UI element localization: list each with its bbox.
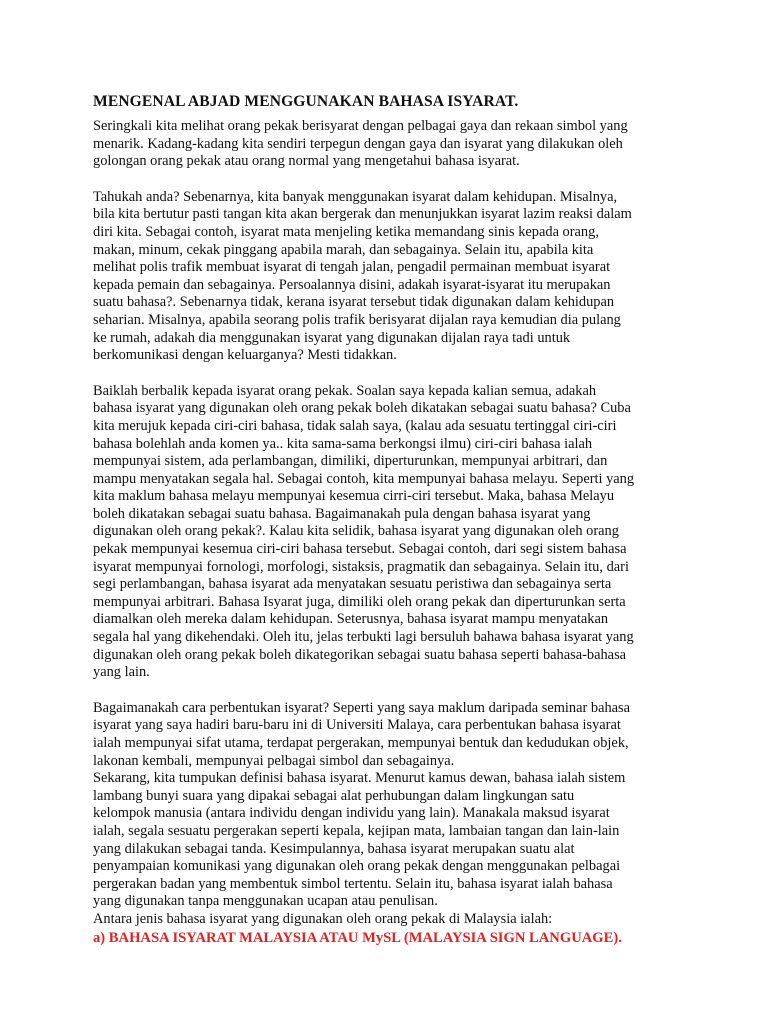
text-line: mempunyai arbitrari. Bahasa Isyarat juga, dimiliki oleh orang pekak dan diperturunkan serta xyxy=(93,593,626,610)
text-line: Seringkali kita melihat orang pekak berisyarat dengan pelbagai gaya dan rekaan simbol yang xyxy=(93,118,628,134)
text-line: boleh dikatakan sebagai suatu bahasa. Bagaimanakah pula dengan bahasa isyarat yang xyxy=(93,505,591,522)
text-line: bahasa isyarat yang digunakan oleh orang pekak boleh dikatakan sebagai suatu bahasa? Cuba xyxy=(93,400,631,417)
text-line: golongan orang pekak atau orang normal yang mengetahui bahasa isyarat. xyxy=(93,153,520,170)
text-line: lakonan kembali, mempunyai pelbagai simbol dan sebagainya. xyxy=(93,752,455,769)
text-line: pekak mempunyai kesemua ciri-ciri bahasa tersebut. Sebagai contoh, dari segi sistem bahasa xyxy=(93,541,627,558)
highlight-heading: a) BAHASA ISYARAT MALAYSIA ATAU MySL (MALAYSIA SIGN LANGUAGE). xyxy=(93,929,622,946)
text-line: menarik. Kadang-kadang kita sendiri terpegun dengan gaya dan isyarat yang dilakukan oleh xyxy=(93,135,623,152)
text-line: lambang bunyi suara yang dipakai sebagai alat perhubungan dalam lingkungan satu xyxy=(93,787,575,804)
text-line: mempunyai sistem, ada perlambangan, dimiliki, diperturunkan, mempunyai arbitrari, dan xyxy=(93,453,608,470)
text-line: Sekarang, kita tumpukan definisi bahasa isyarat. Menurut kamus dewan, bahasa ialah sistem xyxy=(93,770,626,787)
text-line: Baiklah berbalik kepada isyarat orang pekak. Soalan saya kepada kalian semua, adakah xyxy=(93,382,597,399)
text-line: bila kita bertutur pasti tangan kita akan bergerak dan menunjukkan isyarat lazim reaksi dalam xyxy=(93,206,632,223)
text-line: digunakan oleh orang pekak boleh dikategorikan sebagai suatu bahasa seperti bahasa-bahasa xyxy=(93,646,627,663)
text-line: yang dilakukan sebagai tanda. Kesimpulannya, bahasa isyarat merupakan suatu alat xyxy=(93,840,575,857)
text-line: makan, minum, cekak pinggang apabila marah, dan sebagainya. Selain itu, apabila kita xyxy=(93,241,594,258)
body-paragraph xyxy=(93,118,728,171)
text-line: ialah, segala sesuatu pergerakan seperti kepala, kejipan mata, lambaian tangan dan lain-lain xyxy=(93,822,620,839)
text-line: Antara jenis bahasa isyarat yang digunakan oleh orang pekak di Malaysia ialah: xyxy=(93,910,553,927)
text-line: ke rumah, adakah dia menggunakan isyarat yang digunakan dijalan raya tadi untuk xyxy=(93,329,571,346)
body-paragraph xyxy=(93,383,728,682)
text-line: pergerakan badan yang membentuk simbol tertentu. Selain itu, bahasa isyarat ialah bahasa xyxy=(93,875,613,892)
text-line: diamalkan oleh mereka dalam kehidupan. Seterusnya, bahasa isyarat mampu menyatakan xyxy=(93,611,609,628)
text-line: isyarat mempunyai fornologi, morfologi, sistaksis, pragmatik dan sebagainya. Selain itu, dari xyxy=(93,558,629,575)
text-line: melihat polis trafik membuat isyarat di tengah jalan, pengadil permainan membuat isyarat xyxy=(93,259,611,276)
text-line: seharian. Misalnya, apabila seorang polis trafik berisyarat dijalan raya kemudian dia pulang xyxy=(93,311,621,328)
text-line: yang digunakan tanpa menggunakan ucapan atau penulisan. xyxy=(93,893,438,910)
text-line: Bagaimanakah cara perbentukan isyarat? Seperti yang saya maklum daripada seminar bahasa xyxy=(93,699,631,716)
text-line: mampu menyatakan segala hal. Sebagai contoh, kita mempunyai bahasa melayu. Seperti yang xyxy=(93,470,635,487)
text-line: kita maklum bahasa melayu mempunyai kesemua cirri-ciri tersebut. Maka, bahasa Melayu xyxy=(93,488,615,505)
text-line: digunakan oleh orang pekak?. Kalau kita selidik, bahasa isyarat yang digunakan oleh orang xyxy=(93,523,619,540)
text-line: kita merujuk kepada ciri-ciri bahasa, tidak salah saya, (kalau ada sesuatu tertinggal ciri-ciri xyxy=(93,417,617,434)
text-line: segala hal yang dikehendaki. Oleh itu, jelas terbukti lagi bersuluh bahawa bahasa isyarat yang xyxy=(93,629,634,646)
text-line: kelompok manusia (antara individu dengan individu yang lain). Manakala maksud isyarat xyxy=(93,805,610,822)
body-paragraph xyxy=(93,189,728,365)
text-line: bahasa bolehlah anda komen ya.. kita sama-sama berkongsi ilmu) ciri-ciri bahasa ialah xyxy=(93,435,593,452)
text-line: kepada pemain dan sebagainya. Persoalannya disini, adakah isyarat-isyarat itu merupakan xyxy=(93,276,611,293)
document-title: MENGENAL ABJAD MENGGUNAKAN BAHASA ISYARAT. xyxy=(93,93,519,110)
text-line: Tahukah anda? Sebenarnya, kita banyak menggunakan isyarat dalam kehidupan. Misalnya, xyxy=(93,188,618,205)
text-line: yang lain. xyxy=(93,664,150,681)
text-line: suatu bahasa?. Sebenarnya tidak, kerana isyarat tersebut tidak digunakan dalam kehidupan xyxy=(93,294,615,311)
document-body xyxy=(93,118,728,929)
body-paragraph xyxy=(93,700,728,929)
text-line: ialah mempunyai sifat utama, terdapat pergerakan, mempunyai bentuk dan kedudukan objek, xyxy=(93,735,629,751)
text-line: diri kita. Sebagai contoh, isyarat mata menjeling ketika memandang sinis kepada orang, xyxy=(93,223,599,240)
text-line: penyampaian komunikasi yang digunakan oleh orang pekak dengan menggunakan pelbagai xyxy=(93,858,621,875)
text-line: berkomunikasi dengan keluarganya? Mesti tidakkan. xyxy=(93,347,397,364)
text-line: segi perlambangan, bahasa isyarat ada menyatakan sesuatu peristiwa dan sebagainya serta xyxy=(93,576,612,593)
text-line: isyarat yang saya hadiri baru-baru ini di Universiti Malaya, cara perbentukan bahasa isyarat xyxy=(93,717,621,734)
